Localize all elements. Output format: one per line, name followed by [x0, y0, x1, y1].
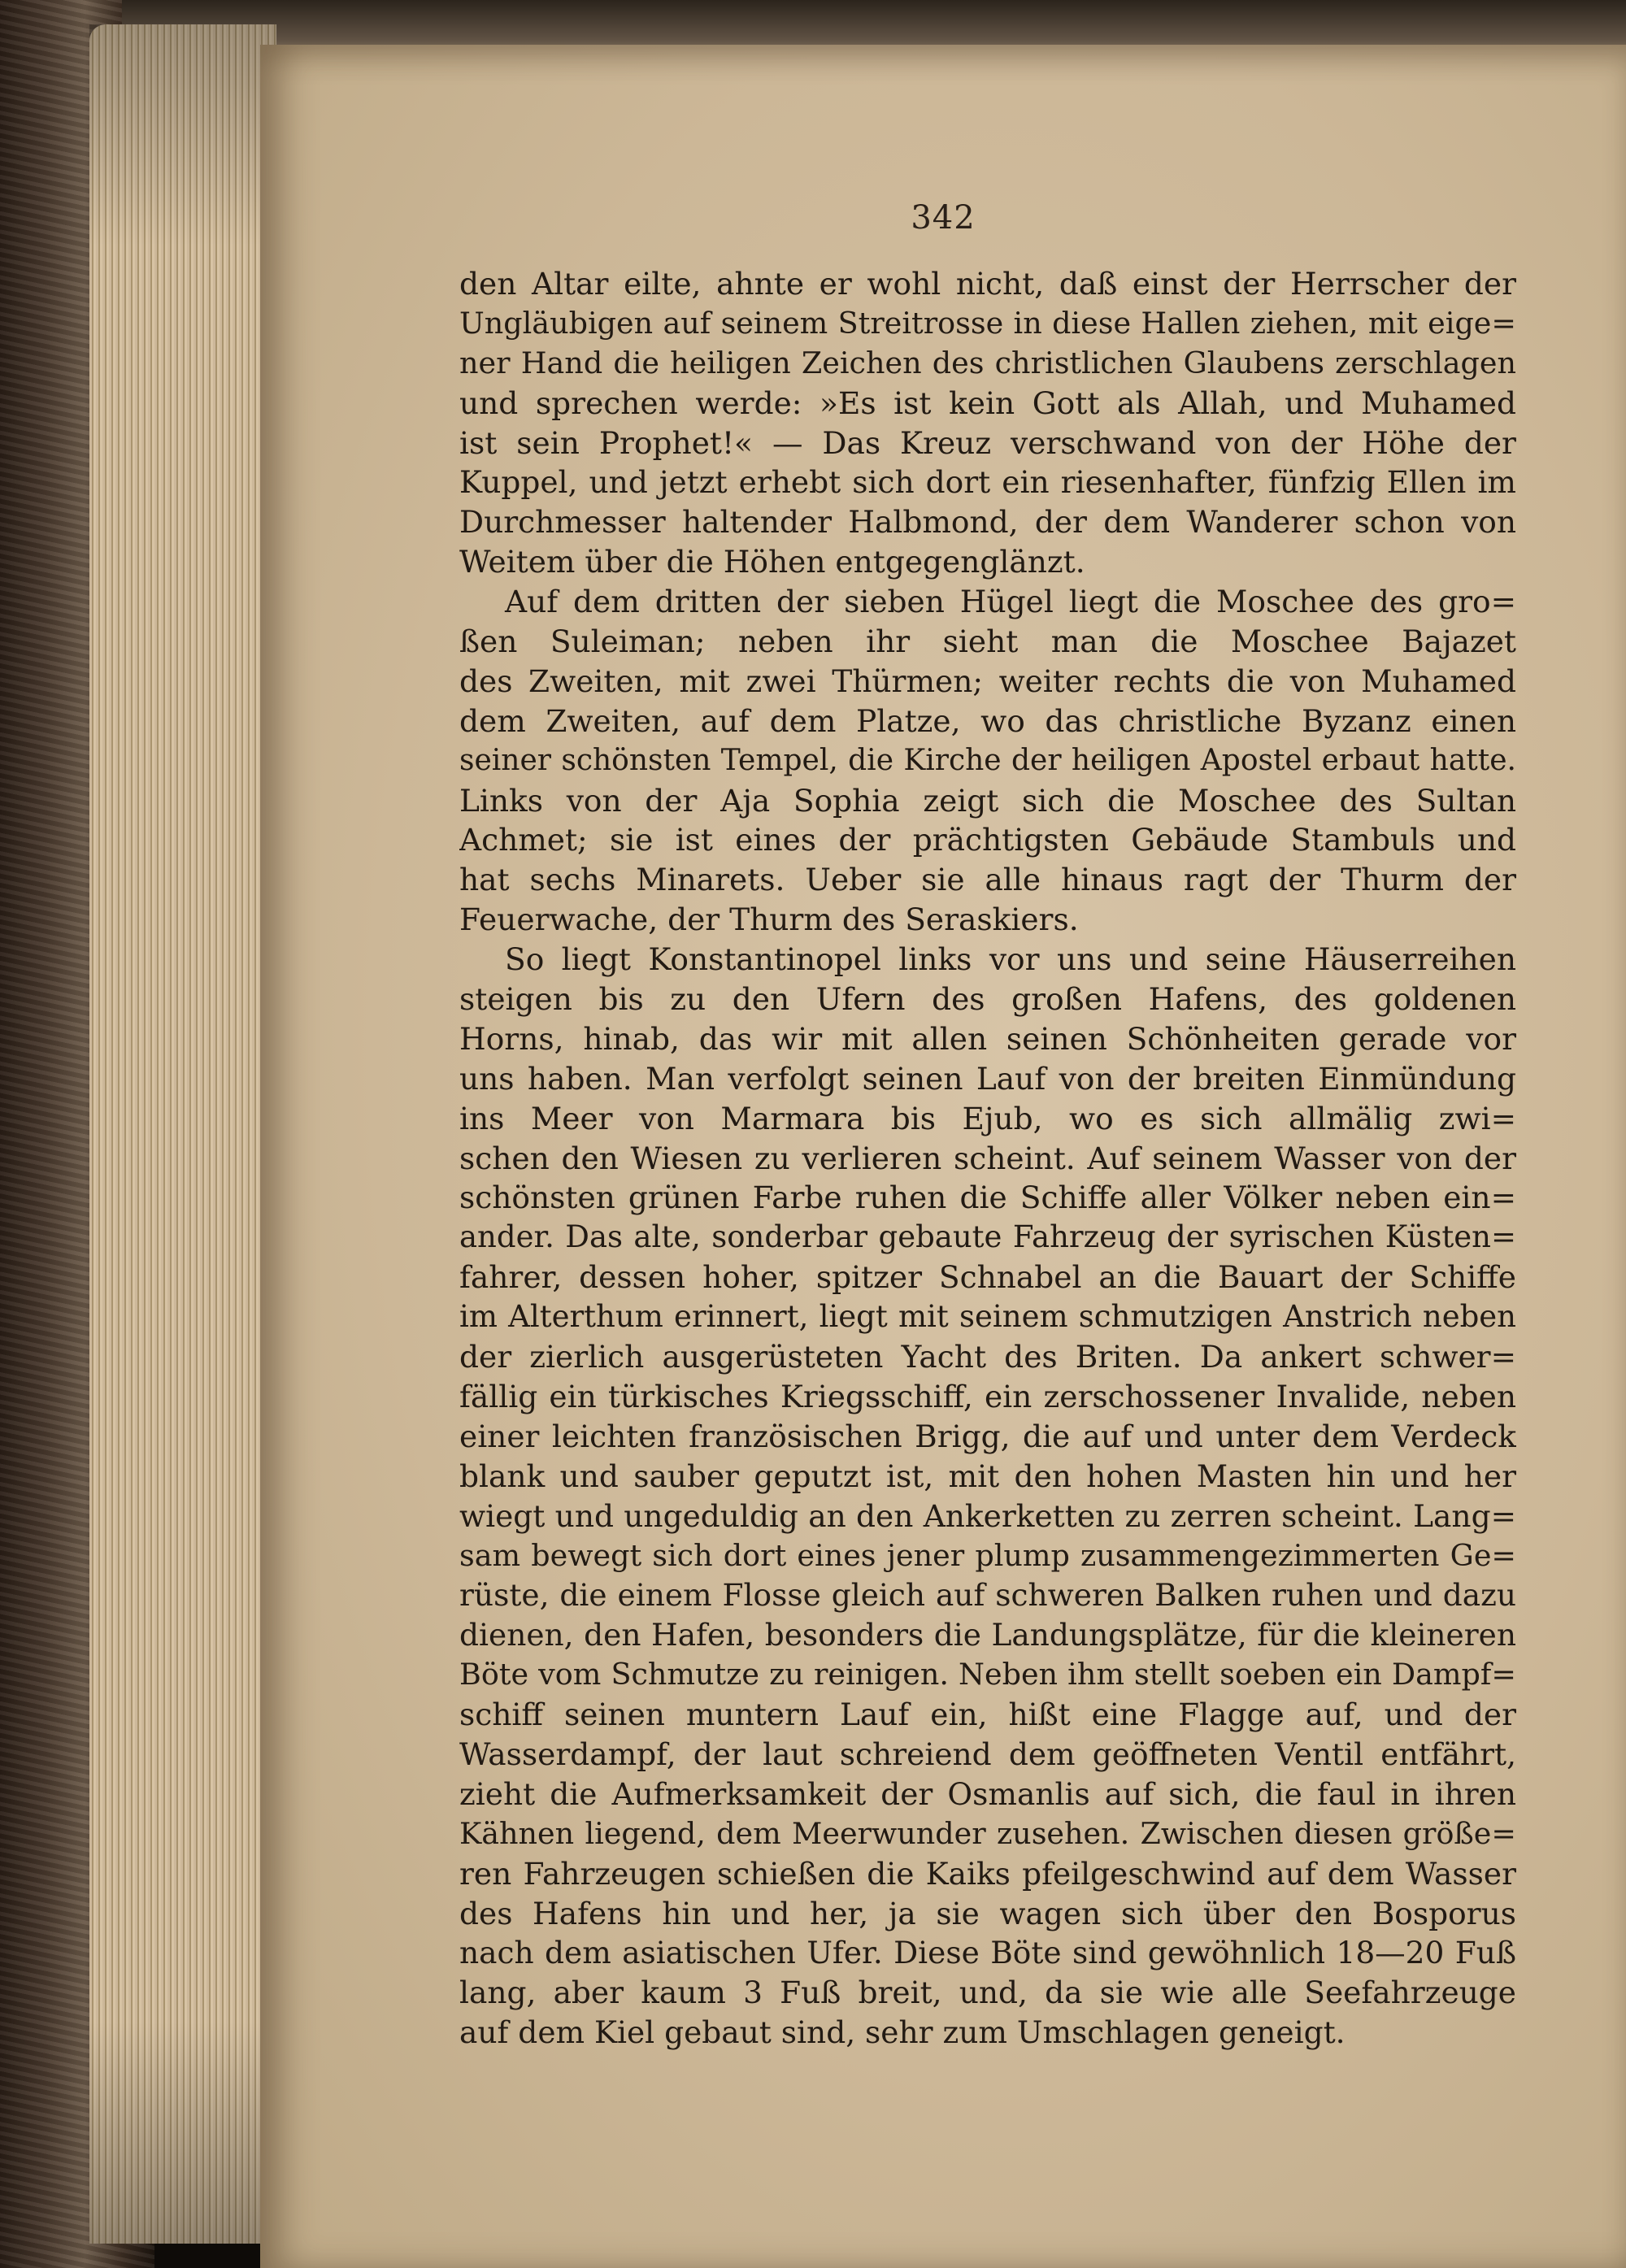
text-line: hat sechs Minarets. Ueber sie alle hinaus ragt der Thurm der	[459, 862, 1516, 898]
text-line: sam bewegt sich dort eines jener plump zusammengezimmerten Ge=	[459, 1537, 1516, 1573]
text-line: ins Meer von Marmara bis Ejub, wo es sich allmälig zwi=	[459, 1100, 1516, 1136]
text-line: uns haben. Man verfolgt seinen Lauf von der breiten Einmündung	[459, 1060, 1516, 1097]
text-line: Kuppel, und jetzt erhebt sich dort ein riesenhafter, fünfzig Ellen im	[459, 464, 1516, 501]
text-line: ßen Suleiman; neben ihr sieht man die Moschee Bajazet	[459, 623, 1516, 660]
text-line: dienen, den Hafen, besonders die Landungsplätze, für die kleineren	[459, 1617, 1516, 1653]
text-line: fahrer, dessen hoher, spitzer Schnabel an die Bauart der Schiffe	[459, 1259, 1516, 1296]
text-line: des Hafens hin und her, ja sie wagen sich über den Bosporus	[459, 1895, 1516, 1931]
text-line: Feuerwache, der Thurm des Seraskiers.	[459, 902, 1079, 938]
text-line: auf dem Kiel gebaut sind, sehr zum Umschlagen geneigt.	[459, 2014, 1346, 2051]
text-line: einer leichten französischen Brigg, die auf und unter dem Verdeck	[459, 1418, 1516, 1454]
text-line: zieht die Aufmerksamkeit der Osmanlis auf sich, die faul in ihren	[459, 1775, 1516, 1812]
text-line: schen den Wiesen zu verlieren scheint. Auf seinem Wasser von der	[459, 1140, 1516, 1176]
text-line: ren Fahrzeugen schießen die Kaiks pfeilgeschwind auf dem Wasser	[459, 1855, 1516, 1892]
text-line: schiff seinen muntern Lauf ein, hißt eine Flagge auf, und der	[459, 1697, 1516, 1733]
text-line: Auf dem dritten der sieben Hügel liegt die Moschee des gro=	[505, 584, 1516, 620]
text-line: rüste, die einem Flosse gleich auf schweren Balken ruhen und dazu	[459, 1577, 1516, 1614]
text-line: im Alterthum erinnert, liegt mit seinem schmutzigen Anstrich neben	[459, 1299, 1516, 1335]
text-line: nach dem asiatischen Ufer. Diese Böte sind gewöhnlich 18—20 Fuß	[459, 1935, 1516, 1971]
text-line: Links von der Aja Sophia zeigt sich die Moschee des Sultan	[459, 782, 1516, 819]
page-number: 342	[911, 199, 976, 237]
text-line: Achmet; sie ist eines der prächtigsten Gebäude Stambuls und	[459, 822, 1516, 858]
text-line: Horns, hinab, das wir mit allen seinen Schönheiten gerade vor	[459, 1020, 1516, 1057]
text-line: blank und sauber geputzt ist, mit den hohen Masten hin und her	[459, 1458, 1516, 1494]
text-line: Wasserdampf, der laut schreiend dem geöffneten Ventil entfährt,	[459, 1736, 1516, 1772]
text-line: ist sein Prophet!« — Das Kreuz verschwand von der Höhe der	[459, 424, 1516, 461]
text-line: steigen bis zu den Ufern des großen Hafens, des goldenen	[459, 981, 1516, 1018]
text-line: Ungläubigen auf seinem Streitrosse in diese Hallen ziehen, mit eige=	[459, 305, 1516, 341]
text-line: So liegt Konstantinopel links vor uns und seine Häuserreihen	[505, 941, 1516, 978]
text-line: lang, aber kaum 3 Fuß breit, und, da sie wie alle Seefahrzeuge	[459, 1975, 1516, 2011]
text-line: des Zweiten, mit zwei Thürmen; weiter rechts die von Muhamed	[459, 663, 1516, 699]
page-edges	[89, 24, 276, 2244]
book-page	[260, 45, 1626, 2268]
text-line: der zierlich ausgerüsteten Yacht des Briten. Da ankert schwer=	[459, 1339, 1516, 1375]
text-line: ander. Das alte, sonderbar gebaute Fahrzeug der syrischen Küsten=	[459, 1219, 1516, 1255]
text-line: fällig ein türkisches Kriegsschiff, ein zerschossener Invalide, neben	[459, 1378, 1516, 1414]
text-line: Weitem über die Höhen entgegenglänzt.	[459, 544, 1085, 580]
text-line: seiner schönsten Tempel, die Kirche der heiligen Apostel erbaut hatte.	[459, 743, 1516, 777]
text-line: wiegt und ungeduldig an den Ankerketten zu zerren scheint. Lang=	[459, 1497, 1516, 1534]
text-line: schönsten grünen Farbe ruhen die Schiffe aller Völker neben ein=	[459, 1180, 1516, 1216]
text-line: und sprechen werde: »Es ist kein Gott als Allah, und Muhamed	[459, 385, 1516, 421]
body-text	[459, 264, 1516, 2053]
text-line: ner Hand die heiligen Zeichen des christlichen Glaubens zerschlagen	[459, 345, 1516, 380]
text-line: dem Zweiten, auf dem Platze, wo das christliche Byzanz einen	[459, 702, 1516, 739]
text-line: Böte vom Schmutze zu reinigen. Neben ihm stellt soeben ein Dampf=	[459, 1657, 1516, 1692]
text-line: den Altar eilte, ahnte er wohl nicht, daß einst der Herrscher der	[459, 266, 1516, 302]
text-line: Kähnen liegend, dem Meerwunder zusehen. Zwischen diesen größe=	[459, 1815, 1516, 1851]
text-line: Durchmesser haltender Halbmond, der dem Wanderer schon von	[459, 504, 1516, 541]
